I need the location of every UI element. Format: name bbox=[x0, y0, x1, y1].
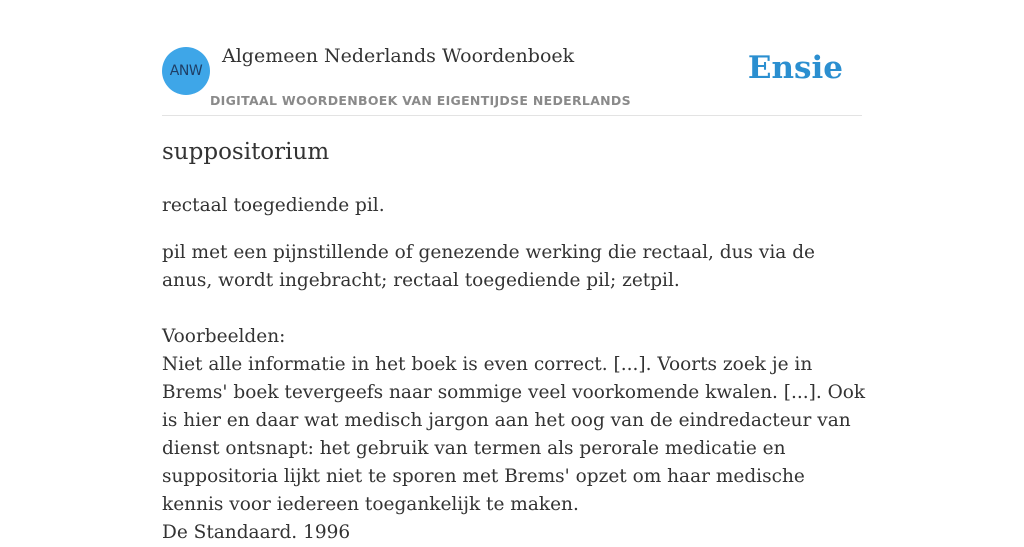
example-text: Niet alle informatie in het boek is even correct. [...]. Voorts zoek je in Brems' boek tevergeefs naar sommige veel voorkomende kwalen. [...]. Ook is hier en daar wat medisch jargon aan het oog van de eindredacteur van dienst ontsnapt: het gebruik van termen als perorale medicatie en suppositoria lijkt niet te sporen met Brems' opzet om haar medische kennis voor iedereen toegankelijk te maken. bbox=[162, 354, 866, 515]
page bbox=[162, 0, 866, 543]
headword: suppositorium bbox=[162, 139, 330, 165]
dictionary-title[interactable]: Algemeen Nederlands Woordenboek bbox=[222, 45, 575, 67]
examples-section bbox=[162, 323, 872, 547]
anw-logo[interactable]: ANW bbox=[162, 47, 210, 95]
examples-label: Voorbeelden: bbox=[162, 326, 286, 347]
example-source: De Standaard. 1996 bbox=[162, 522, 351, 543]
ensie-brand-link[interactable]: Ensie bbox=[747, 50, 843, 86]
dictionary-subtitle: DIGITAAL WOORDENBOEK VAN EIGENTIJDSE NEDERLANDS bbox=[210, 93, 631, 108]
header bbox=[162, 0, 862, 116]
short-definition: rectaal toegediende pil. bbox=[162, 195, 385, 216]
long-definition: pil met een pijnstillende of genezende werking die rectaal, dus via de anus, wordt ingebracht; rectaal toegediende pil; zetpil. bbox=[162, 242, 815, 291]
